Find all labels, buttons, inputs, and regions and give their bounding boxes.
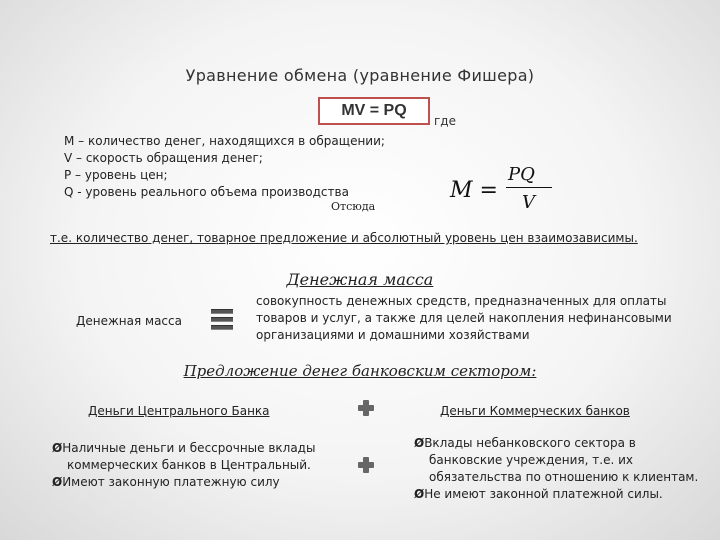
exchange-equation-box: MV = PQ [318,97,430,125]
definition-q: Q - уровень реального объема производства [64,185,349,199]
list-item-continuation: коммерческих банков в Центральный. [67,458,311,472]
commercial-bank-money-label: Деньги Коммерческих банков [440,404,630,418]
where-label: где [434,114,456,128]
list-item: ØВклады небанковского сектора в [414,436,636,450]
definition-v: V – скорость обращения денег; [64,151,263,165]
banking-supply-heading: Предложение денег банковским сектором: [183,362,537,380]
commercial-bank-money-list [414,435,698,503]
bullet-arrow-icon: Ø [52,475,63,489]
conclusion-text: т.е. количество денег, товарное предложение и абсолютный уровень цен взаимозависимы. [50,231,638,245]
list-item-continuation: обязательства по отношению к клиентам. [429,470,699,484]
central-bank-money-list [52,440,315,491]
central-bank-money-label: Деньги Центрального Банка [88,404,270,418]
plus-icon [358,400,374,416]
money-supply-definition [256,293,672,344]
money-supply-term: Денежная масса [76,314,182,328]
formula-denominator: V [522,192,535,213]
plus-icon [358,457,374,473]
hence-label: Отсюда [331,200,376,213]
slide-title: Уравнение обмена (уравнение Фишера) [185,66,535,85]
definition-line: совокупность денежных средств, предназначенных для оплаты [256,294,667,308]
fraction-bar [506,187,552,188]
variable-definitions [64,133,385,201]
definition-p: P – уровень цен; [64,168,168,182]
bullet-arrow-icon: Ø [414,487,425,501]
definition-m: M – количество денег, находящихся в обращении; [64,134,385,148]
money-supply-heading: Денежная масса [286,270,434,289]
list-item: ØНе имеют законной платежной силы. [414,487,663,501]
list-item: ØИмеют законную платежную силу [52,475,280,489]
definition-line: организациями и домашними хозяйствами [256,328,530,342]
bullet-arrow-icon: Ø [52,441,63,455]
list-item-continuation: банковские учреждения, т.е. их [429,453,633,467]
formula-lhs: M = [450,178,498,203]
list-item: ØНаличные деньги и бессрочные вклады [52,441,316,455]
bullet-arrow-icon: Ø [414,436,425,450]
formula-numerator: PQ [508,164,535,185]
triple-bar-icon [211,309,233,333]
definition-line: товаров и услуг, а также для целей накопления нефинансовыми [256,311,672,325]
